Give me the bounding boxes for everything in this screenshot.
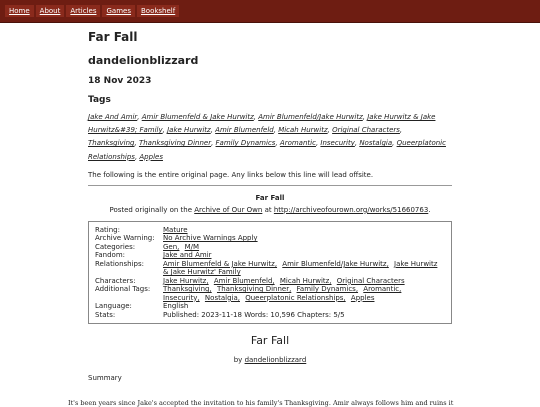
nav-item-home[interactable]: Home [5,5,34,17]
tags-heading: Tags [88,95,111,105]
page-content [68,22,454,407]
meta-link[interactable]: Thanksgiving Dinner, [216,285,292,294]
meta-link[interactable]: Queerplatonic Relationships, [245,293,346,302]
meta-link[interactable]: Apples [350,293,375,302]
meta-value [163,243,445,252]
meta-link[interactable]: Family Dynamics, [296,285,359,294]
by-label: by [233,356,243,365]
tag-link[interactable]: Thanksgiving Dinner [138,139,212,148]
tag-link[interactable]: Jake Hurwitz [167,126,211,135]
meta-key: Fandom: [95,251,126,260]
tag-link[interactable]: Apples [139,152,163,161]
page-title: Far Fall [88,30,138,44]
nav-item-games[interactable]: Games [102,5,135,17]
meta-value [163,251,445,260]
meta-row [95,302,445,311]
tag-link[interactable]: Amir Blumenfeld [215,126,274,135]
tag-link[interactable]: Jake And Amir [88,113,138,121]
author-name: dandelionblizzard [88,54,199,67]
posted-prefix: Posted originally on the [109,205,192,214]
meta-key: Characters: [95,276,136,285]
meta-link[interactable]: Jake Hurwitz & Jake Hurwitz' Family [163,259,438,277]
meta-text: Published: 2023-11-18 Words: 10,596 Chapters: 5/5 [163,310,345,319]
meta-link[interactable]: Micah Hurwitz, [279,276,332,285]
meta-link[interactable]: Amir Blumenfeld & Jake Hurwitz, [163,259,278,268]
meta-row [95,243,445,252]
meta-link[interactable]: Mature [163,225,188,234]
byline [88,356,452,364]
tag-link[interactable]: Insecurity [320,139,355,148]
tag-link[interactable]: Original Characters [332,126,400,135]
meta-key: Stats: [95,310,116,319]
tag-link[interactable]: Amir Blumenfeld & Jake Hurwitz [141,113,254,121]
summary-text: It's been years since Jake's accepted the invitation to his family's Thanksgiving. Amir always follows him and ruins it [68,399,454,407]
tag-link[interactable]: Amir Blumenfeld/Jake Hurwitz [258,113,363,121]
meta-row [95,285,445,302]
meta-key: Language: [95,302,132,311]
tag-link[interactable]: Nostalgia [359,139,393,148]
top-navigation [0,0,540,23]
work-heading: Far Fall [250,334,290,348]
meta-link[interactable]: Aromantic, [363,285,402,294]
meta-link[interactable]: Original Characters [336,276,405,285]
meta-value [163,277,445,286]
meta-link[interactable]: Nostalgia, [204,293,240,302]
meta-value [163,311,445,320]
meta-link[interactable]: Jake and Amir [163,251,212,260]
nav-item-about[interactable]: About [36,5,65,17]
tag-link[interactable]: Aromantic [279,139,316,148]
nav-item-articles[interactable]: Articles [66,5,100,17]
meta-key: Rating: [95,225,120,234]
posted-mid: at [264,205,272,214]
meta-link[interactable]: No Archive Warnings Apply [163,234,258,243]
meta-row [95,311,445,320]
archive-link[interactable]: Archive of Our Own [194,205,263,214]
work-metadata-box [88,221,452,325]
meta-row [95,226,445,235]
tag-link[interactable]: Jake Hurwitz & Jake Hurwitz&#39; Family [88,113,436,135]
meta-link[interactable]: Thanksgiving, [163,285,212,294]
meta-link[interactable]: Amir Blumenfeld, [213,276,275,285]
work-title: Far Fall [255,193,285,202]
post-date: 18 Nov 2023 [88,76,152,86]
meta-key: Additional Tags: [95,285,151,294]
divider [88,185,452,186]
nav-item-bookshelf[interactable]: Bookshelf [137,5,179,17]
meta-value [163,285,445,302]
meta-row [95,260,445,277]
meta-row [95,251,445,260]
meta-value [163,234,445,243]
meta-link[interactable]: Jake Hurwitz, [163,276,209,285]
meta-key: Categories: [95,242,136,251]
meta-text: English [163,302,189,311]
meta-link[interactable]: Insecurity, [163,293,200,302]
meta-link[interactable]: Amir Blumenfeld/Jake Hurwitz, [282,259,389,268]
meta-row [95,277,445,286]
posted-line [88,206,452,214]
tag-link[interactable]: Queerplatonic Relationships [88,139,446,161]
tag-link[interactable]: Micah Hurwitz [278,126,328,135]
work-url-link[interactable]: http://archiveofourown.org/works/51660763 [273,205,429,214]
meta-link[interactable]: M/M [184,242,200,251]
byline-author-link[interactable]: dandelionblizzard [244,356,307,365]
meta-link[interactable]: Gen, [163,242,180,251]
meta-value [163,302,445,311]
tag-list: Jake And Amir, Amir Blumenfeld & Jake Hurwitz, Amir Blumenfeld/Jake Hurwitz, Jake Hurwitz & Jake Hurwitz&#39; Family, Jake Hurwitz, Amir Blumenfeld, Micah Hurwitz, Original Characters, Thanksgiving, Thanksgiving Dinner, Family Dynamics, Aromantic, Insecurity, Nostalgia, Queerplatonic Relationships, Apples [88,113,446,161]
meta-value [163,226,445,235]
summary-heading: Summary [88,374,122,383]
meta-key: Relationships: [95,259,144,268]
tag-link[interactable]: Family Dynamics [215,139,276,148]
offsite-notice: The following is the entire original page. Any links below this line will lead offsite. [88,170,374,179]
meta-key: Archive Warning: [95,234,155,243]
meta-value [163,260,445,277]
meta-row [95,234,445,243]
posted-suffix: . [428,205,431,214]
tag-link[interactable]: Thanksgiving [88,139,135,148]
